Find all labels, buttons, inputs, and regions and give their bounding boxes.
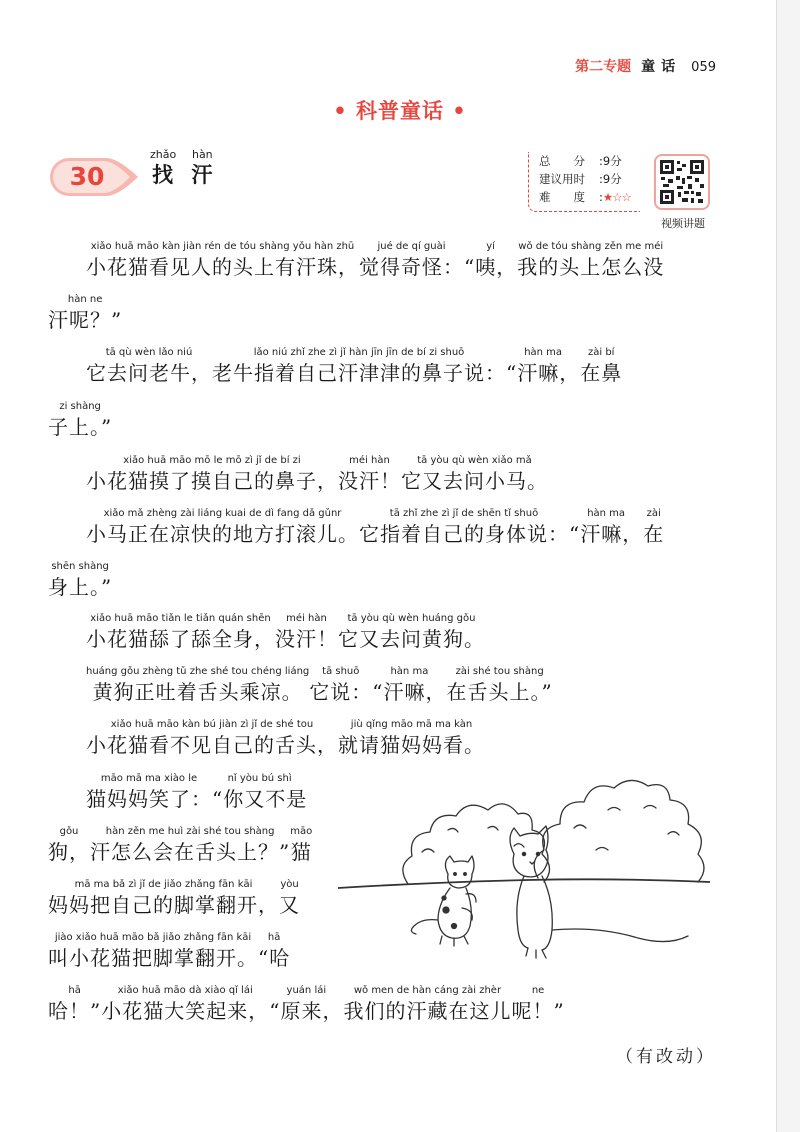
text-line: gǒu 狗， hàn zěn me huì zài shé tou shàng 汗怎么会在舌头上？” māo 猫 — [48, 826, 313, 864]
header-topic: 第二专题 — [575, 59, 632, 75]
text-line: mā ma bǎ zì jǐ de jiǎo zhǎng fān kāi 妈妈把自己的脚掌翻开， yòu 又 — [48, 879, 300, 917]
difficulty-stars: ★☆☆ — [602, 190, 631, 204]
lesson-info-box — [528, 152, 640, 212]
running-header — [575, 56, 716, 76]
text-line: xiǎo huā māo kàn bú jiàn zì jǐ de shé tou 小花猫看不见自己的舌头， jiù qǐng māo mā ma kàn 就请猫妈妈看。 — [86, 719, 485, 757]
total-score: 总 分 :9分 — [539, 154, 622, 168]
text-line: tā qù wèn lǎo niú 它去问老牛， lǎo niú zhǐ zhe zì jǐ hàn jīn jīn de bí zi shuō 老牛指着自己汗津津的鼻子说： hàn ma “汗嘛， zài bí 在鼻 — [86, 347, 623, 385]
video-explanation-label: 视频讲题 — [661, 217, 705, 230]
suggested-time: 建议用时 :9分 — [539, 172, 622, 186]
title-char: zhǎo 找 — [150, 148, 177, 187]
lesson-number-badge — [48, 156, 140, 198]
cats-illustration — [338, 770, 710, 970]
lesson-title — [150, 148, 223, 188]
difficulty: 难 度 :★☆☆ — [539, 190, 631, 204]
title-char: hàn 汗 — [191, 148, 214, 187]
text-line: xiǎo huā māo mō le mō zì jǐ de bí zi 小花猫摸了摸自己的鼻子， méi hàn 没汗！ tā yòu qù wèn xiǎo mǎ 它又去问小马。 — [86, 455, 548, 493]
text-line: shēn shàng 身上。” — [48, 561, 113, 599]
text-line: xiǎo mǎ zhèng zài liáng kuai de dì fang dǎ gǔnr 小马正在凉快的地方打滚儿。 tā zhǐ zhe zì jǐ de shēn tǐ shuō 它指着自己的身体说： hàn ma “汗嘛， zài 在 — [86, 508, 665, 546]
qr-code-icon[interactable] — [654, 154, 710, 210]
text-line: māo mā ma xiào le 猫妈妈笑了： nǐ yòu bú shì “你又不是 — [86, 773, 308, 811]
qr-code-pattern — [660, 160, 704, 204]
page-number: 059 — [691, 60, 716, 75]
text-line: huáng gǒu zhèng tǔ zhe shé tou chéng liáng 黄狗正吐着舌头乘凉。 tā shuō 它说： hàn ma “汗嘛， zài shé tou shàng 在舌头上。” — [86, 666, 553, 704]
text-line: xiǎo huā māo tiǎn le tiǎn quán shēn 小花猫舔了舔全身， méi hàn 没汗！ tā yòu qù wèn huáng gǒu 它又去问黄狗。 — [86, 613, 485, 651]
header-genre: 童话 — [641, 59, 682, 75]
text-line: xiǎo huā māo kàn jiàn rén de tóu shàng yǒu hàn zhū 小花猫看见人的头上有汗珠， jué de qí guài 觉得奇怪： yí “咦， wǒ de tóu shàng zěn me méi 我的头上怎么没 — [86, 241, 665, 279]
text-line: zi shàng 子上。” — [48, 401, 113, 439]
section-title: • 科普童话 • — [333, 99, 467, 123]
lesson-number: 30 — [69, 162, 105, 191]
page-edge — [776, 0, 800, 1132]
text-line: jiào xiǎo huā māo bǎ jiǎo zhǎng fān kāi 叫小花猫把脚掌翻开。 hā “哈 — [48, 932, 291, 970]
text-line: hā 哈！” xiǎo huā māo dà xiào qǐ lái 小花猫大笑起来， yuán lái “原来， wǒ men de hàn cáng zài zhèr 我们的汗藏在这儿 ne 呢！” — [48, 985, 565, 1023]
text-line: hàn ne 汗呢？” — [48, 294, 123, 332]
adaptation-note: （有改动） — [616, 1047, 716, 1067]
